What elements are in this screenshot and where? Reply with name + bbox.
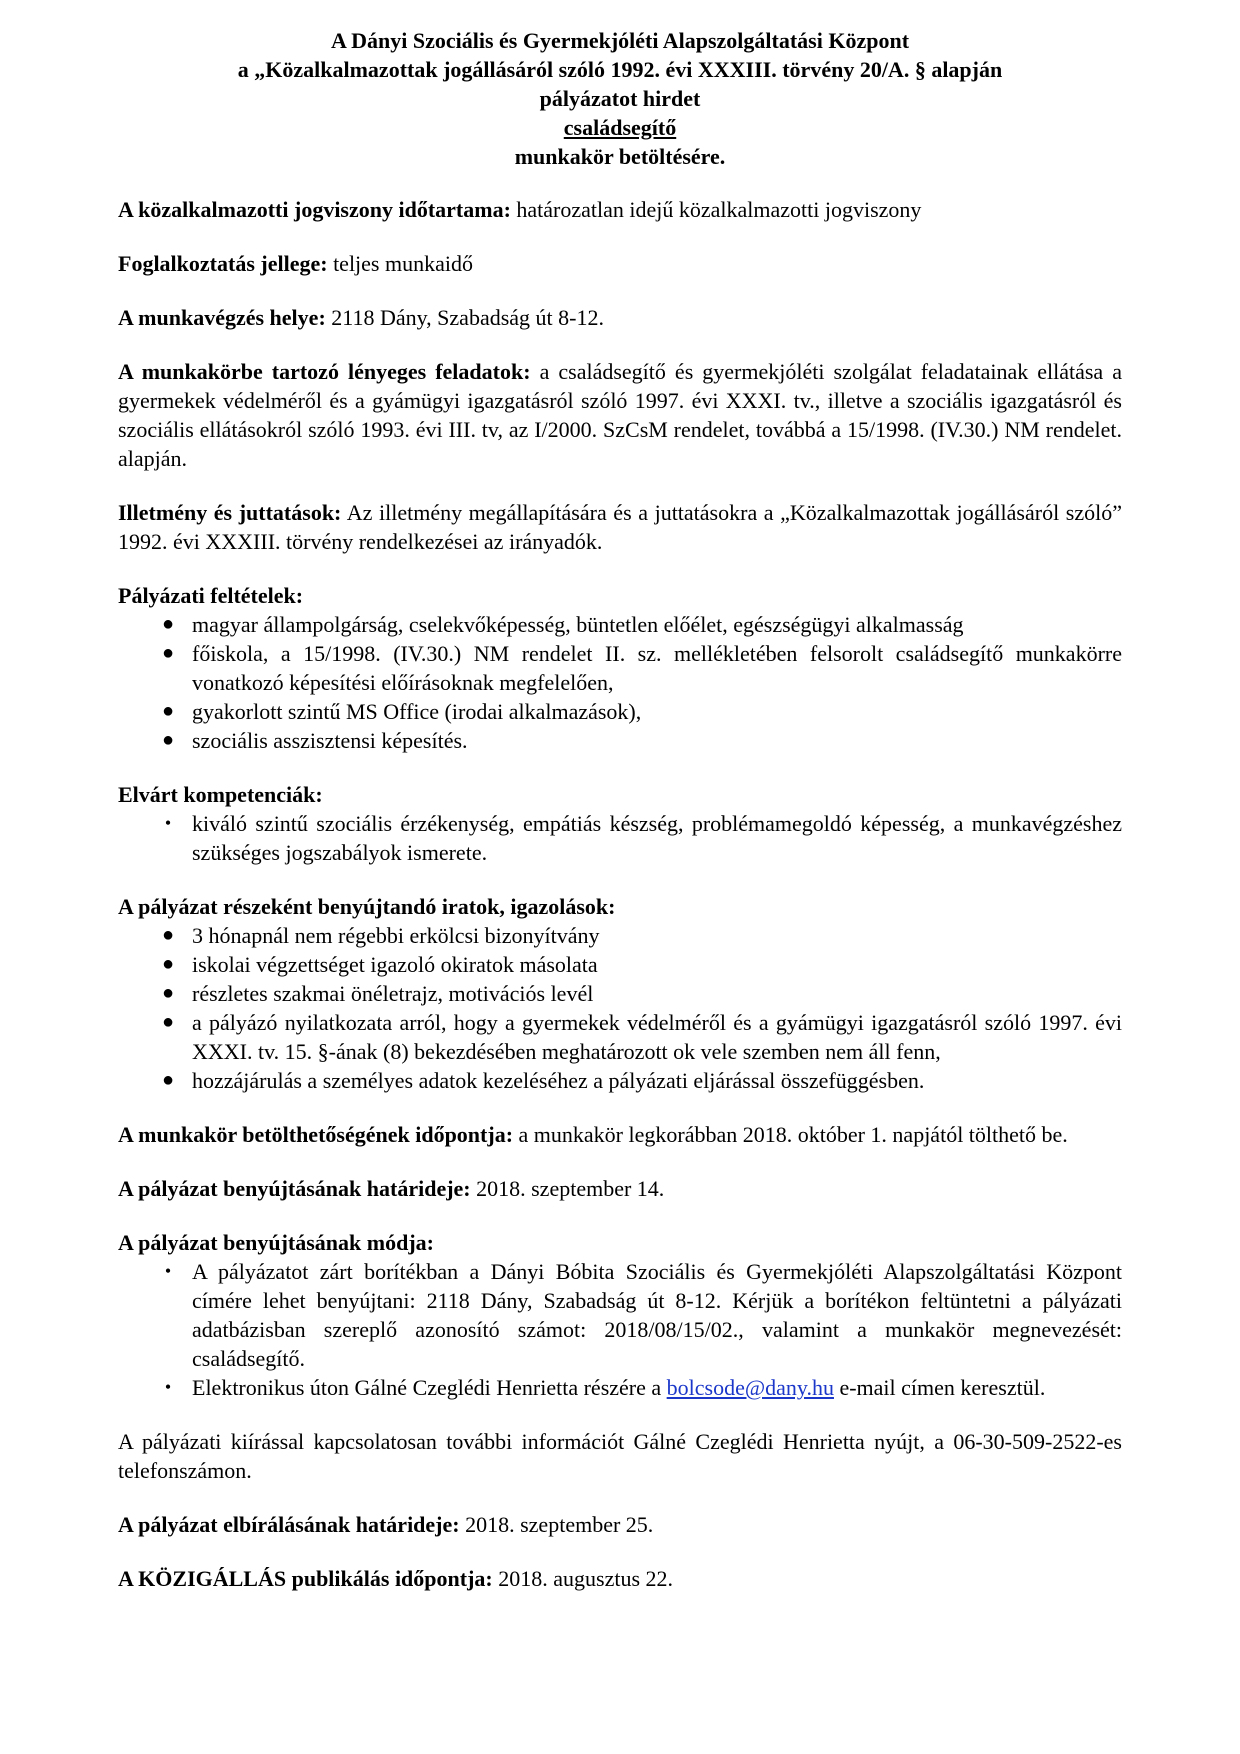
bullet-icon: ● xyxy=(161,982,175,1004)
kompetenciak-list xyxy=(118,809,1122,867)
feladatok-label: A munkakörbe tartozó lényeges feladatok: xyxy=(118,359,531,384)
section-hely xyxy=(118,303,1122,332)
kompetenciak-title: Elvárt kompetenciák: xyxy=(118,782,323,807)
section-illetmeny xyxy=(118,498,1122,556)
jelleg-value: teljes munkaidő xyxy=(327,251,473,276)
feladatok-value: a családsegítő és gyermekjóléti szolgálat feladatainak ellátása a gyermekek védelméről és a gyámügyi igazgatásról szóló 1997. évi XXXI. tv., illetve a szociális igazgatásról és szociális ellátásokról szóló 1993. évi III. tv, az I/2000. SzCsM rendelet, továbbá a 15/1998. (IV.30.) NM rendelet. alapján. xyxy=(118,359,1122,471)
kozigallas-value: 2018. augusztus 22. xyxy=(492,1566,674,1591)
section-elbiralas xyxy=(118,1510,1122,1539)
header-position: családsegítő xyxy=(563,115,677,140)
iratok-title: A pályázat részeként benyújtandó iratok, igazolások: xyxy=(118,894,616,919)
section-betolthetoseg xyxy=(118,1120,1122,1149)
modja-title: A pályázat benyújtásának módja: xyxy=(118,1230,434,1255)
betolthetoseg-label: A munkakör betölthetőségének időpontja: xyxy=(118,1122,514,1147)
elbiralas-label: A pályázat elbírálásának határideje: xyxy=(118,1512,460,1537)
section-feltetelek xyxy=(118,581,1122,755)
section-iratok xyxy=(118,892,1122,1095)
list-item: • kiváló szintű szociális érzékenység, empátiás készség, problémamegoldó képesség, a munkavégzéshez szükséges jogszabályok ismerete. xyxy=(158,809,1122,867)
list-item: • Elektronikus úton Gálné Czeglédi Henrietta részére a bolcsode@dany.hu e-mail címen keresztül. xyxy=(158,1373,1122,1402)
list-item: ● a pályázó nyilatkozata arról, hogy a gyermekek védelméről és a gyámügyi igazgatásról szóló 1997. évi XXXI. tv. 15. §-ának (8) bekezdésében meghatározott ok vele szemben nem áll fenn, xyxy=(158,1008,1122,1066)
feltetelek-title: Pályázati feltételek: xyxy=(118,583,304,608)
jogviszony-label: A közalkalmazotti jogviszony időtartama: xyxy=(118,197,511,222)
email-link[interactable]: bolcsode@dany.hu xyxy=(666,1375,834,1400)
illetmeny-value: Az illetmény megállapítására és a juttatásokra a „Közalkalmazottak jogállásáról szóló” 1992. évi XXXIII. törvény rendelkezései az irányadók. xyxy=(118,500,1122,554)
jelleg-label: Foglalkoztatás jellege: xyxy=(118,251,328,276)
section-feladatok xyxy=(118,357,1122,473)
hely-value: 2118 Dány, Szabadság út 8-12. xyxy=(325,305,604,330)
hatarido-value: 2018. szeptember 14. xyxy=(470,1176,665,1201)
section-kozigallas xyxy=(118,1564,1122,1593)
illetmeny-label: Illetmény és juttatások: xyxy=(118,500,342,525)
list-item: ● részletes szakmai önéletrajz, motivációs levél xyxy=(158,979,1122,1008)
section-modja xyxy=(118,1228,1122,1402)
list-item: ● főiskola, a 15/1998. (IV.30.) NM rendelet II. sz. mellékletében felsorolt családsegítő munkakörre vonatkozó képesítési előírásoknak megfelelően, xyxy=(158,639,1122,697)
list-item: ● iskolai végzettséget igazoló okiratok másolata xyxy=(158,950,1122,979)
section-info xyxy=(118,1427,1122,1485)
list-item: • A pályázatot zárt borítékban a Dányi Bóbita Szociális és Gyermekjóléti Alapszolgáltatási Központ címére lehet benyújtani: 2118 Dány, Szabadság út 8-12. Kérjük a borítékon feltüntetni a pályázati adatbázisban szereplő azonosító számot: 2018/08/15/02., valamint a munkakör megnevezését: családsegítő. xyxy=(158,1257,1122,1373)
bullet-icon: ● xyxy=(161,729,175,751)
list-item: ● szociális asszisztensi képesítés. xyxy=(158,726,1122,755)
bullet-icon: ● xyxy=(161,700,175,722)
section-hatarido xyxy=(118,1174,1122,1203)
list-item: ● magyar állampolgárság, cselekvőképesség, büntetlen előélet, egészségügyi alkalmasság xyxy=(158,610,1122,639)
section-jelleg xyxy=(118,249,1122,278)
header-organization: A Dányi Szociális és Gyermekjóléti Alapszolgáltatási Központ xyxy=(330,28,910,53)
bullet-icon: ● xyxy=(161,613,175,635)
bullet-icon: • xyxy=(164,813,172,833)
hely-label: A munkavégzés helye: xyxy=(118,305,326,330)
section-kompetenciak xyxy=(118,780,1122,867)
announcement-header xyxy=(118,26,1122,171)
betolthetoseg-value: a munkakör legkorábban 2018. október 1. napjától tölthető be. xyxy=(513,1122,1068,1147)
modja-list xyxy=(118,1257,1122,1402)
bullet-icon: ● xyxy=(161,1069,175,1091)
section-jogviszony xyxy=(118,195,1122,224)
list-item: ● gyakorlott szintű MS Office (irodai alkalmazások), xyxy=(158,697,1122,726)
header-filling: munkakör betöltésére. xyxy=(514,144,726,169)
header-legal-basis: a „Közalkalmazottak jogállásáról szóló 1992. évi XXXIII. törvény 20/A. § alapján xyxy=(237,57,1003,82)
feltetelek-list xyxy=(118,610,1122,755)
bullet-icon: ● xyxy=(161,642,175,664)
hatarido-label: A pályázat benyújtásának határideje: xyxy=(118,1176,471,1201)
info-text: A pályázati kiírással kapcsolatosan további információt Gálné Czeglédi Henrietta nyújt, a 06-30-509-2522-es telefonszámon. xyxy=(118,1429,1122,1483)
header-announces: pályázatot hirdet xyxy=(539,86,701,111)
list-item: ● hozzájárulás a személyes adatok kezeléséhez a pályázati eljárással összefüggésben. xyxy=(158,1066,1122,1095)
bullet-icon: ● xyxy=(161,924,175,946)
iratok-list xyxy=(118,921,1122,1095)
bullet-icon: • xyxy=(164,1377,172,1397)
elbiralas-value: 2018. szeptember 25. xyxy=(459,1512,654,1537)
jogviszony-value: határozatlan idejű közalkalmazotti jogviszony xyxy=(510,197,922,222)
bullet-icon: ● xyxy=(161,1011,175,1033)
kozigallas-label: A KÖZIGÁLLÁS publikálás időpontja: xyxy=(118,1566,493,1591)
bullet-icon: • xyxy=(164,1261,172,1281)
bullet-icon: ● xyxy=(161,953,175,975)
list-item: ● 3 hónapnál nem régebbi erkölcsi bizonyítvány xyxy=(158,921,1122,950)
